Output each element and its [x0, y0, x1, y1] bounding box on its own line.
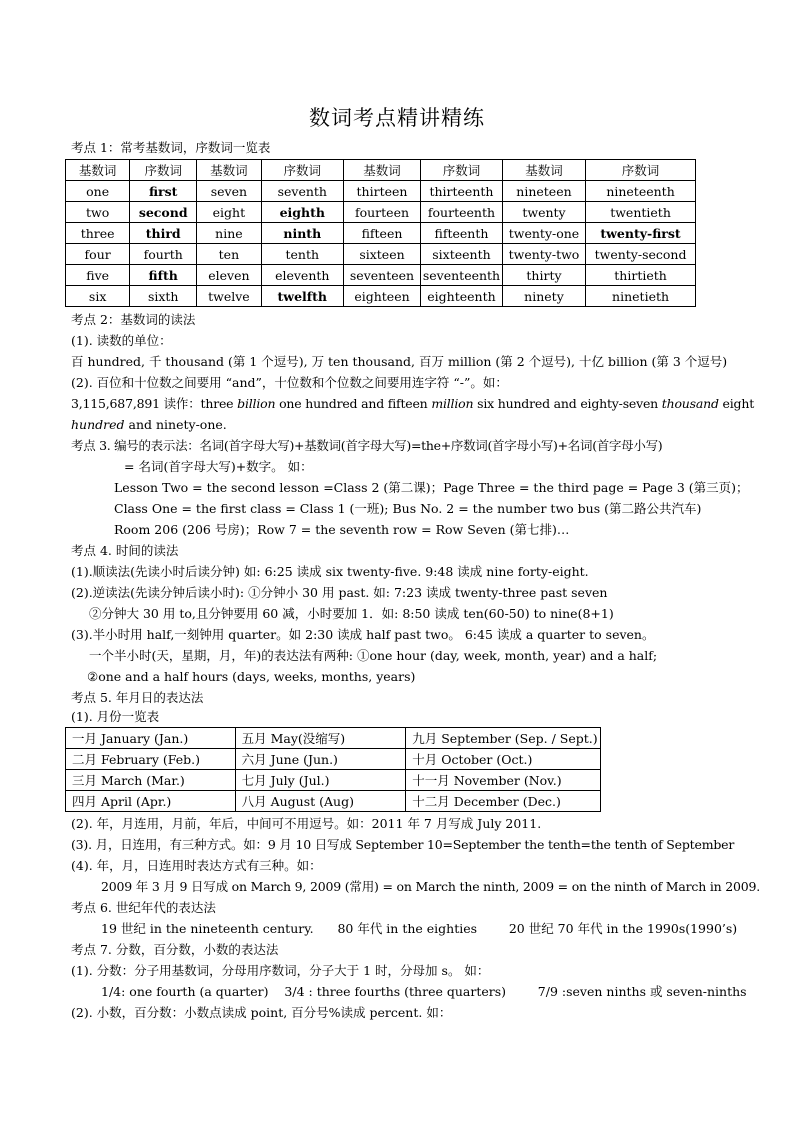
table-cell: fourth [130, 244, 197, 265]
table-cell: eighth [261, 202, 343, 223]
table-cell: eighteenth [421, 286, 503, 307]
table-cell: thirteen [343, 181, 420, 202]
table-cell: fourteenth [421, 202, 503, 223]
table-cell: 七月 July (Jul.) [235, 770, 406, 791]
table-row [66, 770, 601, 791]
paragraph: (1). 月份一览表 [71, 709, 160, 724]
paragraph: 19 世纪 in the nineteenth century. 80 年代 in the eighties 20 世纪 70 年代 in the 1990s(1990’s) [101, 921, 738, 936]
paragraph [71, 416, 227, 434]
table-cell: 十月 October (Oct.) [406, 749, 601, 770]
table-row [66, 791, 601, 812]
paragraph: 一个半小时(天，星期，月，年)的表达法有两种: ①one hour (day, week, month, year) and a half; [89, 648, 658, 663]
section-7-heading: 考点 7. 分数，百分数，小数的表达法 [71, 942, 279, 957]
table-row [66, 202, 696, 223]
paragraph: = 名词(首字母大写)+数字。 如： [124, 459, 313, 474]
section-6-heading: 考点 6. 世纪年代的表达法 [71, 900, 216, 915]
table-cell: thirty [502, 265, 585, 286]
table-cell: twenty-one [502, 223, 585, 244]
table-cell: seventeen [343, 265, 420, 286]
paragraph: (3).半小时用 half,一刻钟用 quarter。如 2:30 读成 half past two。 6:45 读成 a quarter to seven。 [71, 627, 655, 642]
paragraph: (3). 月，日连用，有三种方式。如：9 月 10 日写成 September 10=September the tenth=the tenth of September [71, 837, 735, 852]
paragraph: (2).逆读法(先读分钟后读小时): ①分钟小 30 用 past. 如: 7:23 读成 twenty-three past seven [71, 585, 608, 600]
table-cell: ten [197, 244, 262, 265]
paragraph: (4). 年，月，日连用时表达方式有三种。如： [71, 858, 322, 873]
table-header-cell: 基数词 [66, 160, 130, 181]
table-cell: three [66, 223, 130, 244]
table-cell: seventeenth [421, 265, 503, 286]
text-span: thousand [661, 396, 719, 411]
paragraph: (1). 分数：分子用基数词，分母用序数词，分子大于 1 时，分母加 s。 如： [71, 963, 490, 978]
table-cell: sixteenth [421, 244, 503, 265]
table-header-cell: 基数词 [343, 160, 420, 181]
table-cell: second [130, 202, 197, 223]
text-span: and ninety-one. [124, 417, 227, 432]
table-row [66, 223, 696, 244]
table-cell: twelve [197, 286, 262, 307]
table-header-cell: 基数词 [502, 160, 585, 181]
paragraph: 1/4: one fourth (a quarter) 3/4 : three fourths (three quarters) 7/9 :seven ninths 或 seven-ninths [101, 984, 747, 999]
table-cell: ninetieth [586, 286, 696, 307]
table-cell: 三月 March (Mar.) [66, 770, 236, 791]
table-cell: twelfth [261, 286, 343, 307]
text-span: eight [718, 396, 755, 411]
table-cell: 十一月 November (Nov.) [406, 770, 601, 791]
section-1-heading: 考点 1：常考基数词，序数词一览表 [71, 140, 271, 155]
table-cell: twentieth [586, 202, 696, 223]
table-row [66, 181, 696, 202]
table-cell: four [66, 244, 130, 265]
table-row [66, 286, 696, 307]
paragraph: Class One = the first class = Class 1 (一班); Bus No. 2 = the number two bus (第二路公共汽车) [114, 501, 702, 516]
section-2-heading: 考点 2：基数词的读法 [71, 312, 196, 327]
table-cell: nineteen [502, 181, 585, 202]
table-cell: sixteen [343, 244, 420, 265]
table-cell: ninety [502, 286, 585, 307]
table-cell: fourteen [343, 202, 420, 223]
table-cell: fifteenth [421, 223, 503, 244]
table-cell: 五月 May(没缩写) [235, 728, 406, 749]
table-cell: 一月 January (Jan.) [66, 728, 236, 749]
text-span: hundred [71, 417, 125, 432]
table-cell: fifteen [343, 223, 420, 244]
table-cell: 十二月 December (Dec.) [406, 791, 601, 812]
table-header-cell: 基数词 [197, 160, 262, 181]
text-span: 3,115,687,891 读作：three [71, 396, 238, 411]
document-title: 数词考点精讲精练 [309, 106, 485, 130]
text-span: million [431, 396, 474, 411]
table-header-cell: 序数词 [130, 160, 197, 181]
table-header-cell: 序数词 [421, 160, 503, 181]
table-cell: twenty-second [586, 244, 696, 265]
paragraph [71, 395, 754, 413]
table-row [66, 244, 696, 265]
table-cell: twenty-first [586, 223, 696, 244]
table-cell: eight [197, 202, 262, 223]
table-cell: 八月 August (Aug) [235, 791, 406, 812]
paragraph: (2). 百位和十位数之间要用 “and”，十位数和个位数之间要用连字符 “-”。如： [71, 375, 508, 390]
paragraph: Lesson Two = the second lesson =Class 2 (第二课)；Page Three = the third page = Page 3 (第三页)； [114, 480, 749, 495]
table-cell: fifth [130, 265, 197, 286]
section-3-heading: 考点 3. 编号的表示法：名词(首字母大写)+基数词(首字母大写)=the+序数词(首字母小写)+名词(首字母小写) [71, 438, 663, 453]
table-cell: nine [197, 223, 262, 244]
paragraph: (2). 年，月连用，月前，年后，中间可不用逗号。如：2011 年 7 月写成 July 2011. [71, 816, 542, 831]
table-cell: one [66, 181, 130, 202]
paragraph: ②one and a half hours (days, weeks, months, years) [87, 669, 416, 684]
text-span: billion [237, 396, 276, 411]
table-cell: eleventh [261, 265, 343, 286]
table-cell: 二月 February (Feb.) [66, 749, 236, 770]
paragraph: 2009 年 3 月 9 日写成 on March 9, 2009 (常用) = on March the ninth, 2009 = on the ninth of March in 2009. [101, 879, 761, 894]
table-cell: third [130, 223, 197, 244]
table-cell: two [66, 202, 130, 223]
table-cell: eleven [197, 265, 262, 286]
text-span: six hundred and eighty-seven [473, 396, 662, 411]
paragraph: (1).顺读法(先读小时后读分钟) 如: 6:25 读成 six twenty-five. 9:48 读成 nine forty-eight. [71, 564, 589, 579]
paragraph: (1). 读数的单位： [71, 333, 172, 348]
table-cell: twenty-two [502, 244, 585, 265]
table-cell: nineteenth [586, 181, 696, 202]
table-header-cell: 序数词 [586, 160, 696, 181]
table-cell: twenty [502, 202, 585, 223]
table-row [66, 749, 601, 770]
table-row [66, 728, 601, 749]
paragraph: 百 hundred, 千 thousand (第 1 个逗号), 万 ten thousand, 百万 million (第 2 个逗号), 十亿 billion (第 3 个逗号) [71, 354, 728, 369]
table-cell: seven [197, 181, 262, 202]
table-cell: six [66, 286, 130, 307]
table-cell: eighteen [343, 286, 420, 307]
paragraph: ②分钟大 30 用 to,且分钟要用 60 减，小时要加 1．如: 8:50 读成 ten(60-50) to nine(8+1) [89, 606, 614, 621]
table-header-cell: 序数词 [261, 160, 343, 181]
months-table [65, 727, 601, 812]
table-cell: five [66, 265, 130, 286]
table-cell: seventh [261, 181, 343, 202]
numeral-table [65, 159, 696, 307]
section-5-heading: 考点 5. 年月日的表达法 [71, 690, 204, 705]
paragraph: (2). 小数，百分数：小数点读成 point, 百分号%读成 percent. 如： [71, 1005, 452, 1020]
table-cell: sixth [130, 286, 197, 307]
paragraph: Room 206 (206 号房)；Row 7 = the seventh row = Row Seven (第七排)… [114, 522, 570, 537]
table-cell: ninth [261, 223, 343, 244]
table-cell: 六月 June (Jun.) [235, 749, 406, 770]
table-cell: thirtieth [586, 265, 696, 286]
table-cell: thirteenth [421, 181, 503, 202]
table-header-row [66, 160, 696, 181]
table-row [66, 265, 696, 286]
text-span: one hundred and fifteen [275, 396, 432, 411]
table-cell: 九月 September (Sep. / Sept.) [406, 728, 601, 749]
table-cell: first [130, 181, 197, 202]
section-4-heading: 考点 4. 时间的读法 [71, 543, 179, 558]
table-cell: 四月 April (Apr.) [66, 791, 236, 812]
table-cell: tenth [261, 244, 343, 265]
